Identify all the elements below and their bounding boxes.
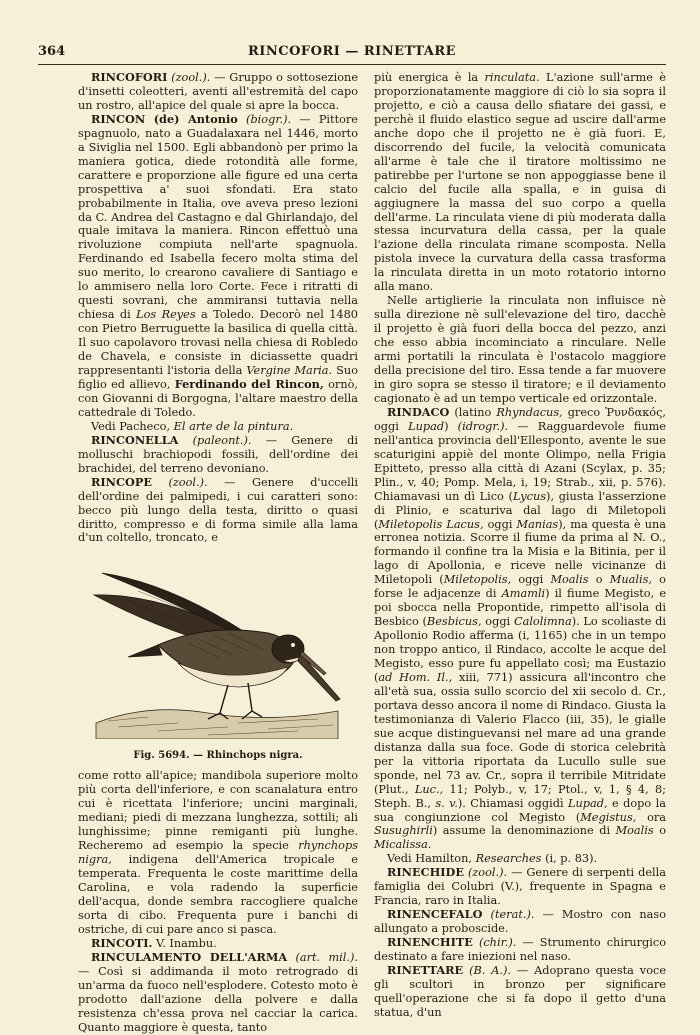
right-column [374,71,666,1020]
page-number: 364 [38,44,66,59]
entry-rinculamento-continued: più energica è la rinculata. L'azione sull'arme è proporzionatamente maggiore di ciò lo sia sopra il projetto, e ciò a causa dello sfiatare dei gassi, e perchè il fluido elastico segue ad uscire dall'arme anche dopo che il projetto ne è già fuori. E, discorrendo del fucile, la velocità comunicata all'arme è tale che il tiratore moltissimo ne patirebbe per l'urtone se non appoggiasse bene il calcio del fucile alla spalla, e in guisa di aggiugnere la massa del suo corpo a quella dell'arme. La rinculata viene di più moderata dalla stessa incurvatura della cassa, per la quale l'azione della rinculata rimane scomposta. Nella pistola invece la curvatura della cassa trasforma la rinculata diretta in un moto rotatorio intorno alla mano. [374,71,666,294]
entry-rindaco: RINDACO (latino Rhyndacus, greco Ῥυνδακός, oggi Lupad) (idrogr.). — Ragguardevole fiume nell'antica provincia dell'Ellesponto, avente le sue scaturigini appiè del monte Olimpo, nella Frigia Epitteto, presso alla città di Azani (Scylax, p. 35; Plin., v, 40; Pomp. Mela, i, 19; Strab., xii, p. 576). Chiamavasi un dì Lico (Lycus), giusta l'asserzione di Plinio, e scaturiva dal lago di Miletopoli (Miletopolis Lacus, oggi Manias), ma questa è una erronea notizia. Scorre il fiume da prima al N. O., formando il confine tra la Misia e la Bitinia, per il lago di Apollonia, e riceve nelle vicinanze di Miletopoli (Miletopolis, oggi Moalis o Mualis, o forse le adjacenze di Amamli) il fiume Megisto, e poi sbocca nella Propontide, rimpetto all'isola di Besbico (Besbicus, oggi Calolimna). Lo scoliaste di Apollonio Rodio afferma (i, 1165) che in un tempo non troppo antico, il Rindaco, accolte le acque del Megisto, esso pure fu appellato così; ma Eustazio (ad Hom. Il., xiii, 771) assicura all'incontro che all'età sua, ossia sullo scorcio del xii secolo d. Cr., portava desso ancora il nome di Rindaco. Giusta la testimonianza di Valerio Flacco (iii, 35), le gialle sue acque distinguevansi nel mare ad una grande distanza dalla sua foce. Gode di storica celebrità per la vittoria riportata da Lucullo sulle sue sponde, nel 73 av. Cr., sopra il terribile Mitridate (Plut., Luc., 11; Polyb., v, 17; Ptol., v, 1, § 4, 8; Steph. B., s. v.). Chiamasi oggidì Lupad, e dopo la sua congiunzione col Megisto (Megistus, ora Susughirli) assume la denominazione di Moalis o Micalissa. [374,404,667,852]
reference-pacheco: Vedi Pacheco, El arte de la pintura. [91,419,294,433]
entry-rinconella: RINCONELLA (paleont.). — Genere di molluschi brachiopodi fossili, dell'ordine dei brachidei, del terreno devoniano. [78,432,359,475]
entry-rinenchite: RINENCHITE (chir.). — Strumento chirurgico destinato a fare iniezioni nel naso. [374,935,666,964]
figure-caption: Fig. 5694. — Rhinchops nigra. [133,750,303,762]
entry-rincofori: RINCOFORI (zool.). — Gruppo o sottosezione d'insetti coleotteri, aventi all'estremità del capo un rostro, all'apice del quale si apre la bocca. [78,70,359,112]
entry-rinculamento: RINCULAMENTO DELL'ARMA (art. mil.). — Così si addimanda il moto retrogrado di un'arma da fuoco nell'esplodere. Cotesto moto è prodotto dall'azione della polvere e dalla resistenza ch'essa prova nel cacciar la carica. Quanto maggiore è questa, tanto [78,949,358,1034]
entry-rincon: RINCON (de) Antonio (biogr.). — Pittore spagnuolo, nato a Guadalaxara nel 1446, morto a Siviglia nel 1500. Egli abbandonò per primo la maniera gotica, diede rotondità alle forme, carattere e proporzione alle figure ed una certa prospettiva a' suoi sfondati. Era stato probabilmente in Italia, ove aveva preso lezioni da C. Andrea del Castagno e dal Ghirlandajo, del quale imitava la maniera. Rincon effettuò una rivoluzione compiuta nell'arte spagnuola. Ferdinando ed Isabella fecero molta stima del suo merito, lo crearono cavaliere di Santiago e lo ammisero nella loro Corte. Fece i ritratti di questi sovrani, che ammiransi tuttavia nella chiesa di Los Reyes a Toledo. Decorò nel 1480 con Pietro Berruguette la basilica di quella città. Il suo capolavoro trovasi nella chiesa di Robledo de Chavela, e consiste in diciassette quadri rappresentanti l'istoria della Vergine Maria. Suo figlio ed allievo, Ferdinando del Rincon, ornò, con Giovanni di Borgogna, l'altare maestro della cattedrale di Toledo. [78,111,358,419]
running-title: RINCOFORI — RINETTARE [247,44,457,59]
entry-rinencefalo: RINENCEFALO (terat.). — Mostro con naso allungato a proboscide. [374,907,666,936]
reference-hamilton: Vedi Hamilton, Researches (i, p. 83). [387,852,598,866]
bird-figure [78,553,358,763]
rhynchops-illustration [88,553,348,739]
entry-rincoti: RINCOTI. V. Inambu. [91,935,217,950]
entry-rinechide: RINECHIDE (zool.). — Genere di serpenti della famiglia dei Colubri (V.), frequente in Spagna e Francia, raro in Italia. [374,865,666,908]
entry-rincope-continued: come rotto all'apice; mandibola superiore molto più corta dell'inferiore, e con scanalatura entro cui è ricettata l'inferiore; uncini marginali, mediani; piedi di mezzana lunghezza, sottili; ali lunghissime; pinne remiganti più lunghe. Recheremo ad esempio la specie rhynchops nigra, indigena dell'America tropicale e temperata. Frequenta le coste marittime della Carolina, e vola radendo la superficie dell'acqua, donde sembra raccogliere qualche sorta di cibo. Frequenta pure i banchi di ostriche, di cui pare anco si pasca. [78,769,358,936]
left-column [78,71,358,1035]
page-header [38,42,666,65]
entry-rinettare: RINETTARE (B. A.). — Adoprano questa voce gli scultori in bronzo per significare quell'operazione che si fa dopo il getto d'una statua, d'un [374,963,667,1019]
paragraph-artiglierie: Nelle artiglierie la rinculata non influisce nè sulla direzione nè sull'elevazione del tiro, dacchè il projetto è già fuori della bocca del pezzo, anzi che esso abbia incominciato a rinculare. Nelle armi portatili la rinculata è l'ostacolo maggiore della precisione del tiro. Essa tende a far muovere in giro sopra se stesso il tiratore; e il deviamento cagionato è ad un tempo verticale ed orizzontale. [374,294,666,405]
entry-rincope: RINCOPE (zool.). — Genere d'uccelli dell'ordine dei palmipedi, i cui caratteri sono: becco più lungo della testa, diritto o quasi diritto, compresso e di forma simile alla lama d'un coltello, troncato, e [78,474,358,545]
